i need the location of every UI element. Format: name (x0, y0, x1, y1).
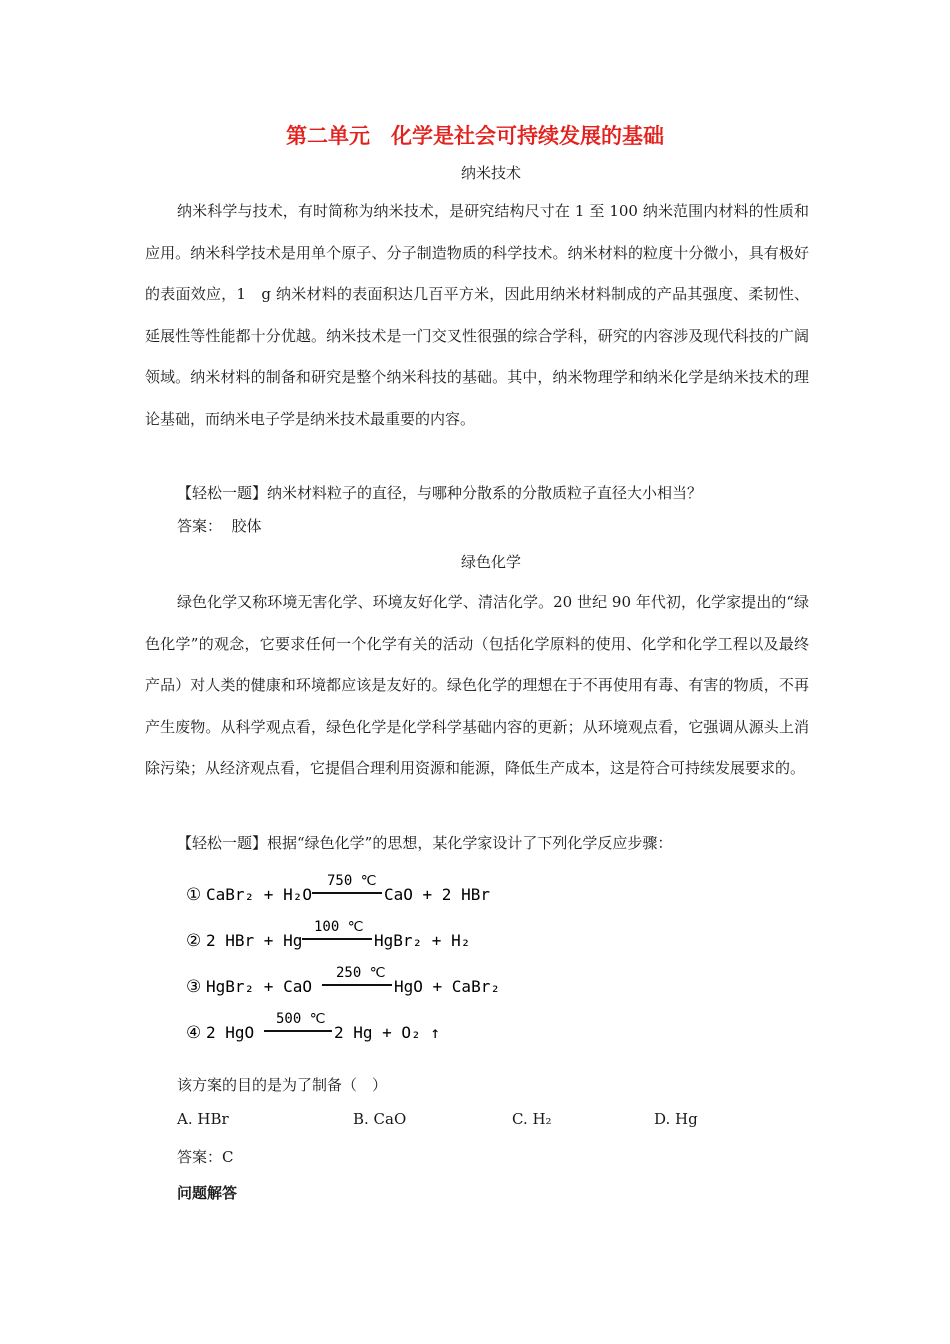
nano-paragraph: 纳米科学与技术，有时简称为纳米技术，是研究结构尺寸在 1 至 100 纳米范围内材料的性质和应用。纳米科学技术是用单个原子、分子制造物质的科学技术。纳米材料的粒度十分微小，具有极好的表面效应，1 g 纳米材料的表面积达几百平方米，因此用纳米材料制成的产品其强度、柔韧性、延展性等性能都十分优越。纳米技术是一门交叉性很强的综合学科，研究的内容涉及现代科技的广阔领域。纳米材料的制备和研究是整个纳米科技的基础。其中，纳米物理学和纳米化学是纳米技术的理论基础，而纳米电子学是纳米技术最重要的内容。 (145, 202, 809, 428)
reaction-condition: 100 ℃ (314, 919, 364, 935)
page-title: 第二单元 化学是社会可持续发展的基础 (286, 124, 664, 148)
reaction-num: ② (186, 931, 202, 951)
option-b: B. CaO (353, 1110, 407, 1128)
section-heading-green: 绿色化学 (460, 553, 521, 571)
reaction-num: ④ (186, 1023, 202, 1043)
reaction-left: CaBr₂ + H₂O (206, 885, 312, 904)
reaction-left: 2 HBr + Hg (206, 931, 303, 950)
reaction-num: ① (186, 885, 202, 905)
reaction-2 (186, 917, 606, 951)
option-d: D. Hg (654, 1110, 698, 1128)
reaction-condition: 250 ℃ (336, 965, 386, 981)
reaction-condition: 500 ℃ (276, 1011, 326, 1027)
reaction-3 (186, 963, 606, 997)
footer-heading: 问题解答 (177, 1184, 238, 1202)
reaction-right: HgO + CaBr₂ (394, 977, 500, 996)
green-paragraph: 绿色化学又称环境无害化学、环境友好化学、清洁化学。20 世纪 90 年代初，化学家提出的“绿色化学”的观念，它要求任何一个化学有关的活动（包括化学原料的使用、化学和化学工程以及最终产品）对人类的健康和环境都应该是友好的。绿色化学的理想在于不再使用有毒、有害的物质，不再产生废物。从科学观点看，绿色化学是化学科学基础内容的更新；从环境观点看，它强调从源头上消除污染；从经济观点看，它提倡合理利用资源和能源，降低生产成本，这是符合可持续发展要求的。 (145, 593, 809, 778)
reaction-num: ③ (186, 977, 202, 997)
reaction-4 (186, 1009, 606, 1043)
nano-question: 【轻松一题】纳米材料粒子的直径，与哪种分散系的分散质粒子直径大小相当？ (177, 484, 703, 502)
reaction-left: HgBr₂ + CaO (206, 977, 312, 996)
reaction-1 (186, 871, 606, 905)
option-c: C. H₂ (512, 1110, 552, 1128)
reaction-left: 2 HgO (206, 1023, 255, 1042)
nano-answer: 答案： 胶体 (177, 517, 262, 535)
green-answer: 答案：C (177, 1148, 234, 1166)
reaction-right: CaO + 2 HBr (384, 885, 490, 904)
reaction-right: HgBr₂ + H₂ (374, 931, 471, 950)
reaction-right: 2 Hg + O₂ ↑ (334, 1023, 440, 1042)
question-prompt: 该方案的目的是为了制备（ ） (177, 1076, 388, 1094)
option-a: A. HBr (177, 1110, 229, 1128)
green-question: 【轻松一题】根据“绿色化学”的思想，某化学家设计了下列化学反应步骤： (177, 834, 673, 852)
section-heading-nano: 纳米技术 (460, 164, 521, 182)
reaction-condition: 750 ℃ (327, 873, 377, 889)
